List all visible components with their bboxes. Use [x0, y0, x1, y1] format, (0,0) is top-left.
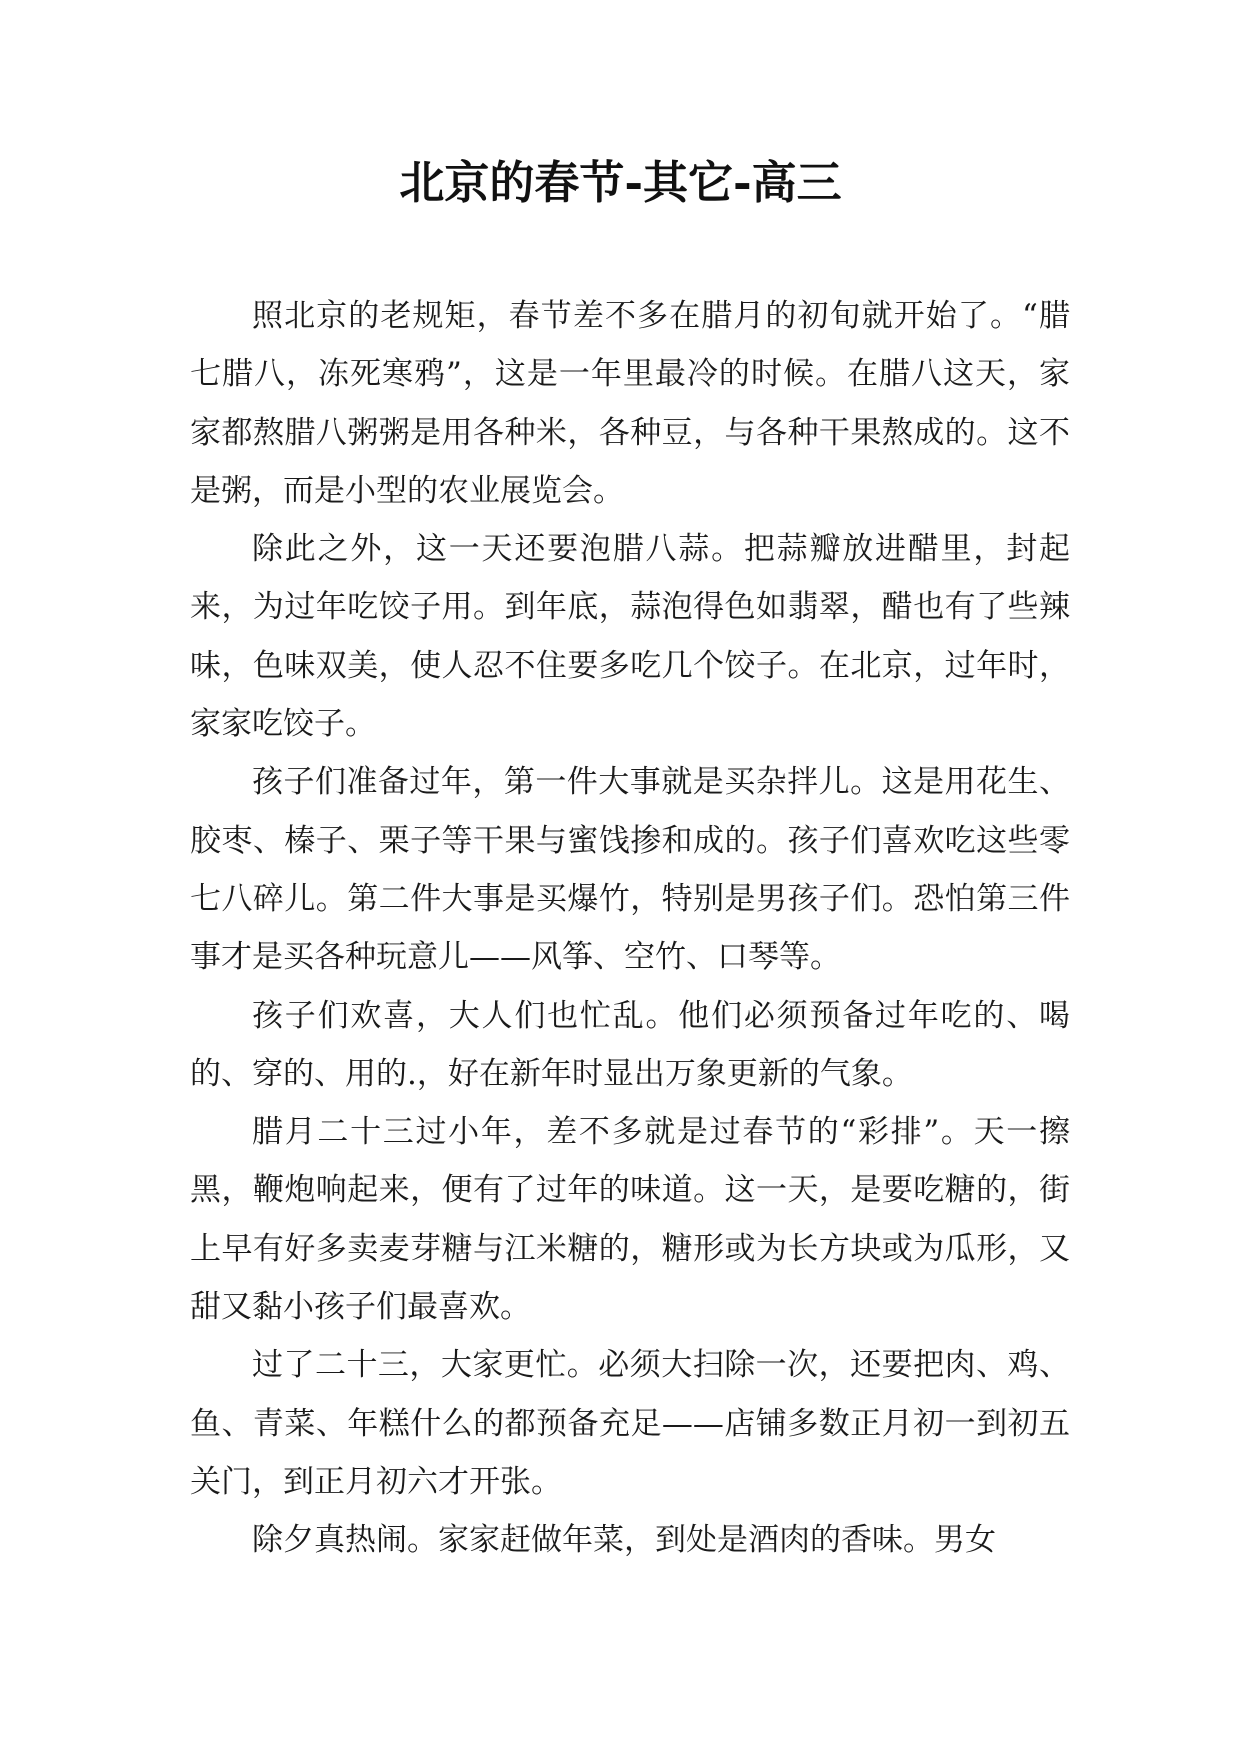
paragraph: 过了二十三，大家更忙。必须大扫除一次，还要把肉、鸡、鱼、青菜、年糕什么的都预备充足——店铺多数正月初一到初五关门，到正月初六才开张。 — [190, 1347, 1070, 1500]
document-title: 北京的春节-其它-高三 — [399, 156, 842, 209]
document-body — [190, 287, 1070, 1570]
paragraph: 腊月二十三过小年，差不多就是过春节的“彩排”。天一擦黑，鞭炮响起来，便有了过年的味道。这一天，是要吃糖的，街上早有好多卖麦芽糖与江米糖的，糖形或为长方块或为瓜形，又甜又黏小孩子们最喜欢。 — [190, 1114, 1070, 1326]
paragraph: 照北京的老规矩，春节差不多在腊月的初旬就开始了。“腊七腊八，冻死寒鸦”，这是一年里最冷的时候。在腊八这天，家家都熬腊八粥粥是用各种米，各种豆，与各种干果熬成的。这不是粥，而是小型的农业展览会。 — [190, 298, 1070, 509]
paragraph: 除此之外，这一天还要泡腊八蒜。把蒜瓣放进醋里，封起来，为过年吃饺子用。到年底，蒜泡得色如翡翠，醋也有了些辣味，色味双美，使人忍不住要多吃几个饺子。在北京，过年时，家家吃饺子。 — [190, 531, 1070, 743]
paragraph: 孩子们准备过年，第一件大事就是买杂拌儿。这是用花生、胶枣、榛子、栗子等干果与蜜饯掺和成的。孩子们喜欢吃这些零七八碎儿。第二件大事是买爆竹，特别是男孩子们。恐怕第三件事才是买各种玩意儿——风筝、空竹、口琴等。 — [190, 764, 1070, 976]
paragraph: 孩子们欢喜，大人们也忙乱。他们必须预备过年吃的、喝的、穿的、用的.，好在新年时显出万象更新的气象。 — [190, 997, 1070, 1092]
paragraph: 除夕真热闹。家家赶做年菜，到处是酒肉的香味。男女 — [252, 1522, 996, 1559]
